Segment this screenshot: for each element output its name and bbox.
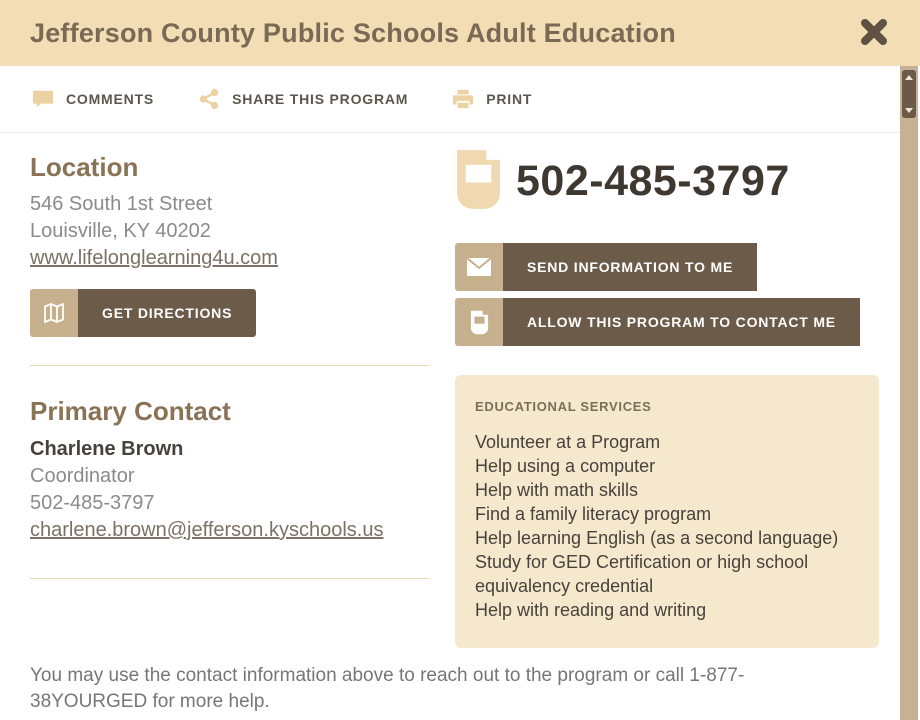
get-directions-label: GET DIRECTIONS xyxy=(78,289,256,337)
allow-contact-label: ALLOW THIS PROGRAM TO CONTACT ME xyxy=(503,298,860,346)
service-item: Study for GED Certification or high school equivalency credential xyxy=(475,552,809,596)
map-icon xyxy=(30,289,78,337)
comments-label: COMMENTS xyxy=(66,91,155,107)
allow-contact-button[interactable] xyxy=(455,298,879,346)
contact-help-note: You may use the contact information above to reach out to the program or call 1-877-38YOURGED for more help. xyxy=(30,665,745,712)
website-link[interactable]: www.lifelonglearning4u.com xyxy=(30,247,278,269)
mobile-phone-icon xyxy=(455,148,502,216)
contact-name: Charlene Brown xyxy=(30,438,184,460)
print-label: PRINT xyxy=(486,91,533,107)
service-item: Volunteer at a Program xyxy=(475,432,661,452)
educational-services-heading: EDUCATIONAL SERVICES xyxy=(475,399,652,414)
service-item: Help with reading and writing xyxy=(475,600,707,620)
contact-actions-column xyxy=(455,148,879,648)
scrollbar-track[interactable] xyxy=(900,66,918,720)
location-contact-column xyxy=(30,152,430,579)
service-item: Help with math skills xyxy=(475,480,639,500)
primary-contact-heading: Primary Contact xyxy=(30,396,231,426)
section-divider xyxy=(30,365,430,366)
educational-services-list xyxy=(475,430,859,622)
close-icon xyxy=(857,15,891,52)
educational-services-panel xyxy=(455,375,879,648)
print-button[interactable] xyxy=(452,88,532,110)
address-line-1: 546 South 1st Street xyxy=(30,193,213,215)
toolbar xyxy=(0,66,902,133)
page-title: Jefferson County Public Schools Adult Education xyxy=(30,17,676,48)
service-item: Find a family literacy program xyxy=(475,504,712,524)
program-phone-number: 502-485-3797 xyxy=(516,157,790,205)
contact-role: Coordinator xyxy=(30,465,135,487)
address-line-2: Louisville, KY 40202 xyxy=(30,220,211,242)
section-divider xyxy=(30,578,430,579)
service-item: Help using a computer xyxy=(475,456,656,476)
send-information-label: SEND INFORMATION TO ME xyxy=(503,243,757,291)
share-label: SHARE THIS PROGRAM xyxy=(232,91,409,107)
phone-display xyxy=(455,148,879,216)
scroll-up-icon[interactable] xyxy=(905,75,913,80)
get-directions-button[interactable] xyxy=(30,289,256,337)
small-phone-icon xyxy=(455,298,503,346)
share-button[interactable] xyxy=(198,88,408,110)
comment-icon xyxy=(32,88,54,110)
close-button[interactable] xyxy=(854,13,894,53)
service-item: Help learning English (as a second language) xyxy=(475,528,839,548)
scroll-down-icon[interactable] xyxy=(905,108,913,113)
modal-header xyxy=(0,0,920,66)
comments-button[interactable] xyxy=(32,88,154,110)
contact-phone: 502-485-3797 xyxy=(30,492,155,514)
print-icon xyxy=(452,88,474,110)
share-icon xyxy=(198,88,220,110)
contact-email-link[interactable]: charlene.brown@jefferson.kyschools.us xyxy=(30,519,384,541)
location-heading: Location xyxy=(30,152,139,182)
envelope-icon xyxy=(455,243,503,291)
send-information-button[interactable] xyxy=(455,243,879,291)
scrollbar-thumb[interactable] xyxy=(902,70,916,118)
